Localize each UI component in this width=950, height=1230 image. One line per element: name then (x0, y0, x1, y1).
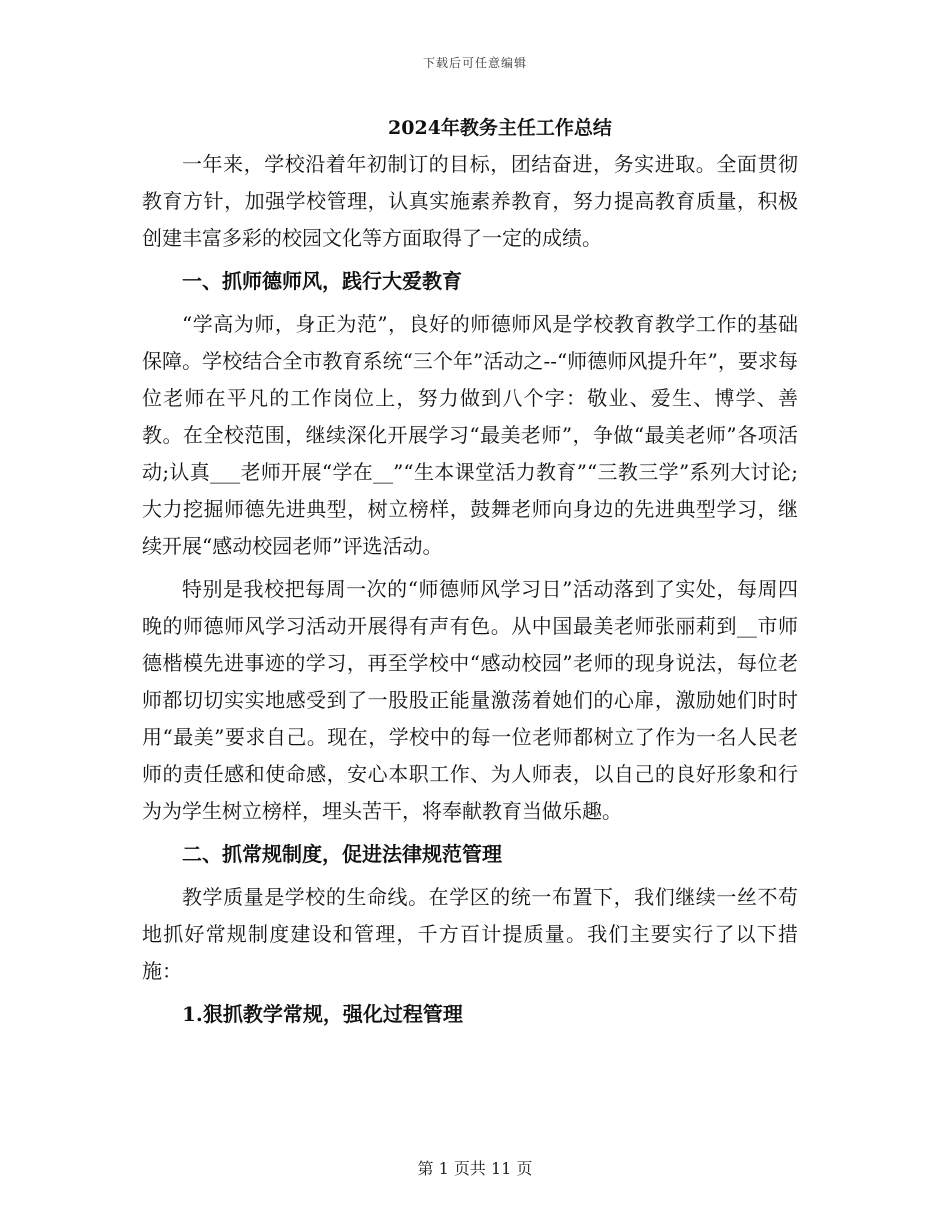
header-note: 下载后可任意编辑 (422, 56, 527, 70)
subsection-heading-1: 1.狠抓教学常规，强化过程管理 (182, 1002, 463, 1026)
section-heading-2: 二、抓常规制度，促进法律规范管理 (182, 842, 502, 866)
document-body (142, 110, 798, 1033)
body-paragraph: 教学质量是学校的生命线。在学区的统一布置下，我们继续一丝不苟地抓好常规制度建设和管理，千方百计提质量。我们主要实行了以下措施： (142, 885, 798, 983)
body-paragraph: 特别是我校把每周一次的“师德师风学习日”活动落到了实处，每周四晚的师德师风学习活动开展得有声有色。从中国最美老师张丽莉到__市师德楷模先进事迹的学习，再至学校中“感动校园”老师的现身说法，每位老师都切切实实地感受到了一股股正能量激荡着她们的心扉，激励她们时时用“最美”要求自己。现在，学校中的每一位老师都树立了作为一名人民老师的责任感和使命感，安心本职工作、为人师表，以自己的良好形象和行为为学生树立榜样，埋头苦干，将奉献教育当做乐趣。 (142, 577, 798, 823)
page-footer: 第 1 页共 11 页 (417, 1159, 533, 1178)
section-heading-1: 一、抓师德师风，践行大爱教育 (182, 269, 462, 293)
body-paragraph: “学高为师，身正为范”，良好的师德师风是学校教育教学工作的基础保障。学校结合全市教育系统“三个年”活动之--“师德师风提升年”，要求每位老师在平凡的工作岗位上，努力做到八个字：敬业、爱生、博学、善教。在全校范围，继续深化开展学习“最美老师”，争做“最美老师”各项活动;认真___老师开展“学在__”“生本课堂活力教育”“三教三学”系列大讨论;大力挖掘师德先进典型，树立榜样，鼓舞老师向身边的先进典型学习，继续开展“感动校园老师”评选活动。 (142, 312, 798, 558)
document-title: 2024年教务主任工作总结 (388, 117, 612, 139)
intro-paragraph: 一年来，学校沿着年初制订的目标，团结奋进，务实进取。全面贯彻教育方针，加强学校管理，认真实施素养教育，努力提高教育质量，积极创建丰富多彩的校园文化等方面取得了一定的成绩。 (142, 152, 798, 250)
